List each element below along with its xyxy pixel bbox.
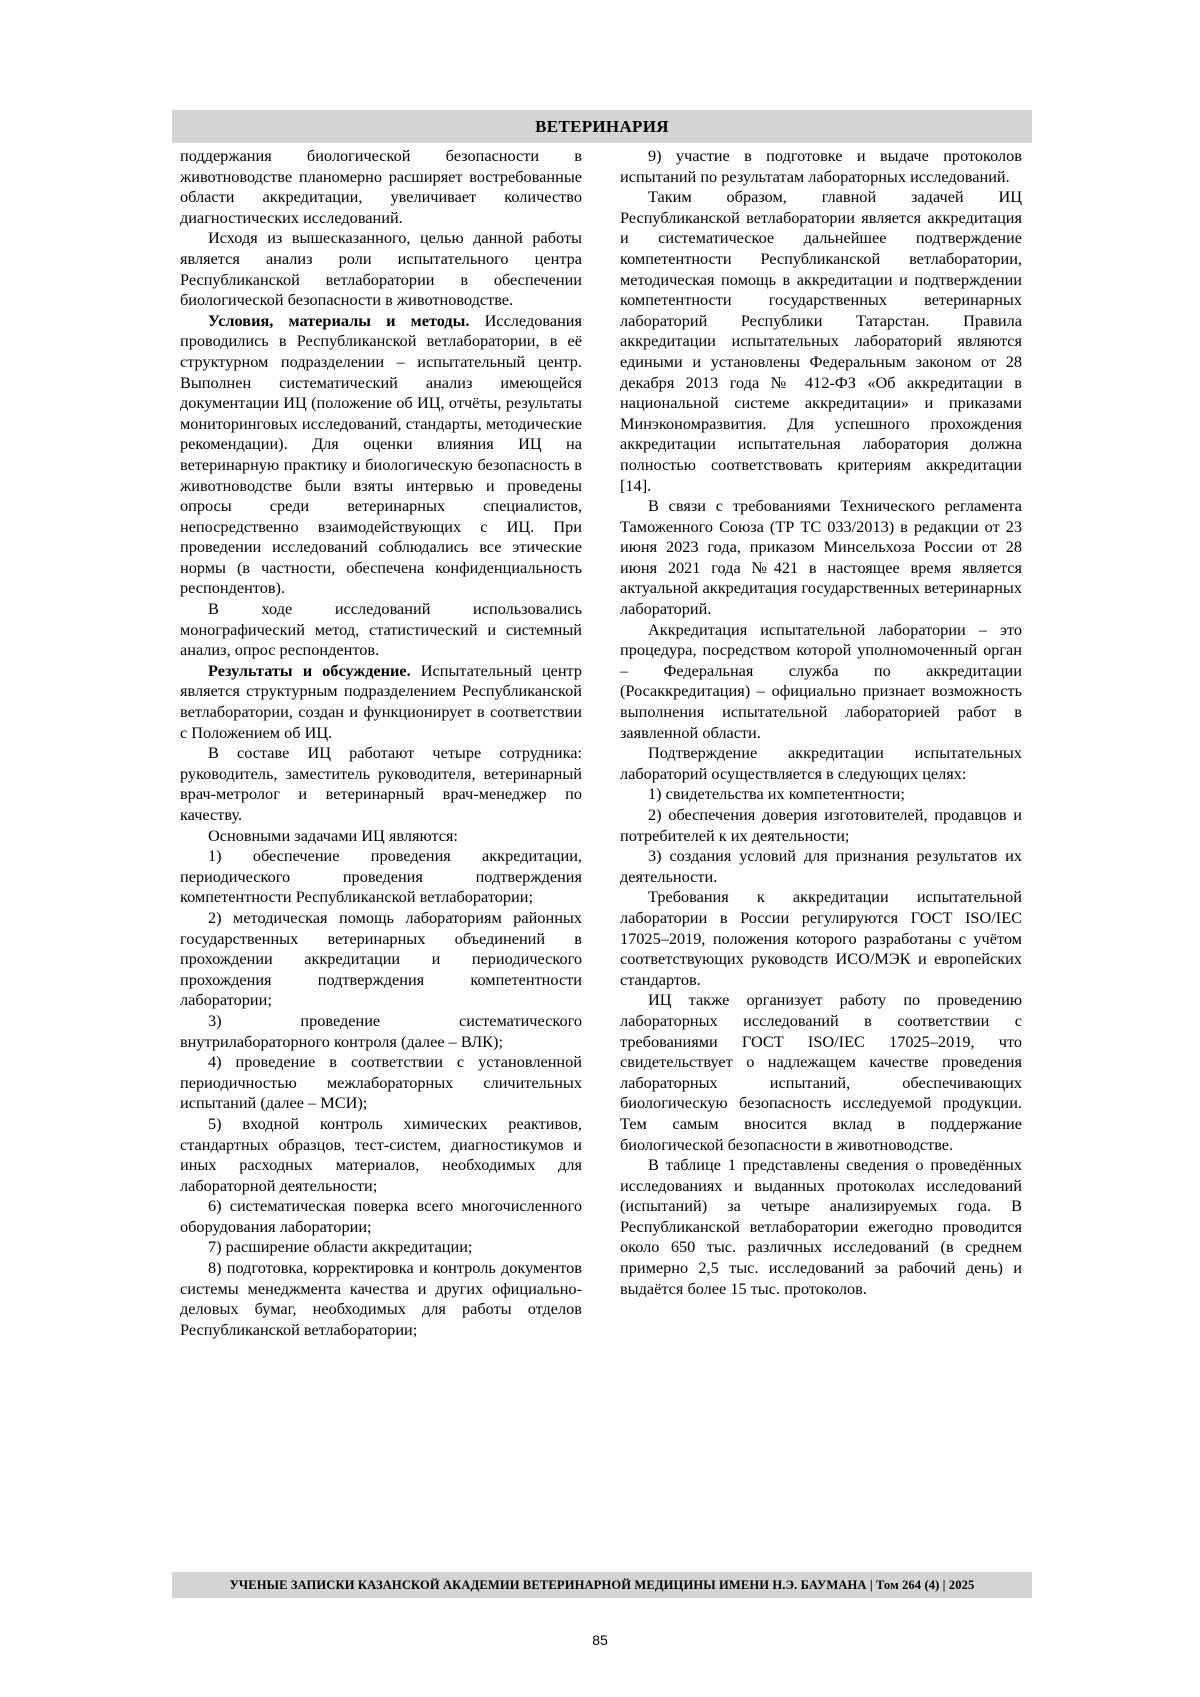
list-item: 8) подготовка, корректировка и контроль документов системы менеджмента качества и других официально-деловых бумаг, необходимых для работы отделов Республиканской ветлаборатории; xyxy=(180,1258,582,1339)
list-item: 4) проведение в соответствии с установленной периодичностью межлабораторных сличительных испытаний (далее – МСИ); xyxy=(180,1052,582,1113)
paragraph: В ходе исследований использовались монографический метод, статистический и системный анализ, опрос респондентов. xyxy=(180,599,582,660)
paragraph: Исходя из вышесказанного, целью данной работы является анализ роли испытательного центра Республиканской ветлаборатории в обеспечении биологической безопасности в животноводстве. xyxy=(180,228,582,310)
page-number: 85 xyxy=(592,1632,608,1648)
paragraph: В связи с требованиями Технического регламента Таможенного Союза (ТР ТС 033/2013) в редакции от 23 июня 2023 года, приказом Минсельхоза России от 28 июня 2021 года №421 в настоящее время является актуальной аккредитация государственных ветеринарных лабораторий. xyxy=(620,496,1022,619)
paragraph: Подтверждение аккредитации испытательных лабораторий осуществляется в следующих целях: xyxy=(620,743,1022,783)
paragraph: Таким образом, главной задачей ИЦ Республиканской ветлаборатории является аккредитация и систематическое дальнейшее подтверждение компетентности Республиканской ветлаборатории, методическая помощь в аккредитации и подтверждении компетентности государственных ветеринарных лабораторий Республики Татарстан. Правила аккредитации испытательных лабораторий являются едиными и установлены Федеральным законом от 28 декабря 2013 года № 412-ФЗ «Об аккредитации в национальной системе аккредитации» и приказами Минэкономразвития. Для успешного прохождения аккредитации испытательная лаборатория должна полностью соответствовать критериям аккредитации [14]. xyxy=(620,187,1022,495)
paragraph: Аккредитация испытательной лаборатории – это процедура, посредством которой уполномоченный орган – Федеральная служба по аккредитации (Росаккредитация) – официально признает возможность выполнения испытательной лабораторией работ в заявленной области. xyxy=(620,619,1022,742)
left-column xyxy=(180,146,582,1340)
list-item: 3) проведение систематического внутрилабораторного контроля (далее – ВЛК); xyxy=(180,1010,582,1051)
section-heading: Условия, материалы и методы. xyxy=(208,310,470,330)
journal-footer xyxy=(172,1572,1032,1598)
list-item: 6) систематическая поверка всего многочисленного оборудования лаборатории; xyxy=(180,1196,582,1236)
list-item: 9) участие в подготовке и выдаче протоколов испытаний по результатам лабораторных исследований. xyxy=(620,146,1022,186)
journal-title: УЧЕНЫЕ ЗАПИСКИ КАЗАНСКОЙ АКАДЕМИИ ВЕТЕРИНАРНОЙ МЕДИЦИНЫ ИМЕНИ Н.Э. БАУМАНА | Том 264 (4) | 2025 xyxy=(229,1577,975,1592)
right-column xyxy=(620,146,1022,1299)
list-item: 2) методическая помощь лабораториям районных государственных ветеринарных объединений в прохождении аккредитации и периодического прохождения подтверждения компетентности лаборатории; xyxy=(180,907,582,1010)
paragraph: Результаты и обсуждение. Испытательный центр является структурным подразделением Республиканской ветлаборатории, создан и функционирует в соответствии с Положением об ИЦ. xyxy=(180,660,582,742)
list-item: 5) входной контроль химических реактивов, стандартных образцов, тест-систем, диагностикумов и иных расходных материалов, необходимых для лабораторной деятельности; xyxy=(180,1113,582,1195)
list-item: 7) расширение области аккредитации; xyxy=(208,1237,473,1257)
list-item: 3) создания условий для признания результатов их деятельности. xyxy=(620,846,1022,886)
paragraph: ИЦ также организует работу по проведению лабораторных исследований в соответствии с требованиями ГОСТ ISO/IEC 17025–2019, что свидетельствует о надлежащем качестве проведения лабораторных испытаний, обеспечивающих биологическую безопасность исследуемой продукции. Тем самым вносится вклад в поддержание биологической безопасности в животноводстве. xyxy=(620,990,1022,1154)
paragraph: В составе ИЦ работают четыре сотрудника: руководитель, заместитель руководителя, ветеринарный врач-метролог и ветеринарный врач-менеджер по качеству. xyxy=(180,743,582,824)
list-item: 2) обеспечения доверия изготовителей, продавцов и потребителей к их деятельности; xyxy=(620,805,1022,845)
paragraph: Условия, материалы и методы. Исследования проводились в Республиканской ветлаборатории, в её структурном подразделении – испытательный центр. Выполнен систематический анализ имеющейся документации ИЦ (положение об ИЦ, отчёты, результаты мониторинговых исследований, стандарты, методические рекомендации). Для оценки влияния ИЦ на ветеринарную практику и биологическую безопасность в животноводстве были взяты интервью и проведены опросы среди ветеринарных специалистов, непосредственно взаимодействующих с ИЦ. При проведении исследований соблюдались все этические нормы (в частности, обеспечена конфиденциальность респондентов). xyxy=(180,310,582,598)
section-header xyxy=(172,110,1032,143)
list-item: 1) обеспечение проведения аккредитации, периодического проведения подтверждения компетентности Республиканской ветлаборатории; xyxy=(180,846,582,907)
paragraph: В таблице 1 представлены сведения о проведённых исследованиях и выданных протоколах исследований (испытаний) за четыре анализируемых года. В Республиканской ветлаборатории ежегодно проводится около 650 тыс. различных исследований (в среднем примерно 2,5 тыс. исследований за рабочий день) и выдаётся более 15 тыс. протоколов. xyxy=(620,1155,1022,1298)
paragraph: Основными задачами ИЦ являются: xyxy=(208,825,458,845)
list-item: 1) свидетельства их компетентности; xyxy=(648,784,905,804)
paragraph: Требования к аккредитации испытательной лаборатории в России регулируются ГОСТ ISO/IEC 17025–2019, положения которого разработаны с учётом соответствующих руководств ИСО/МЭК и европейских стандартов. xyxy=(620,887,1022,989)
section-heading: Результаты и обсуждение. xyxy=(208,660,411,680)
section-title: ВЕТЕРИНАРИЯ xyxy=(535,116,669,136)
paragraph: поддержания биологической безопасности в животноводстве планомерно расширяет востребованные области аккредитации, увеличивает количество диагностических исследований. xyxy=(180,146,582,227)
